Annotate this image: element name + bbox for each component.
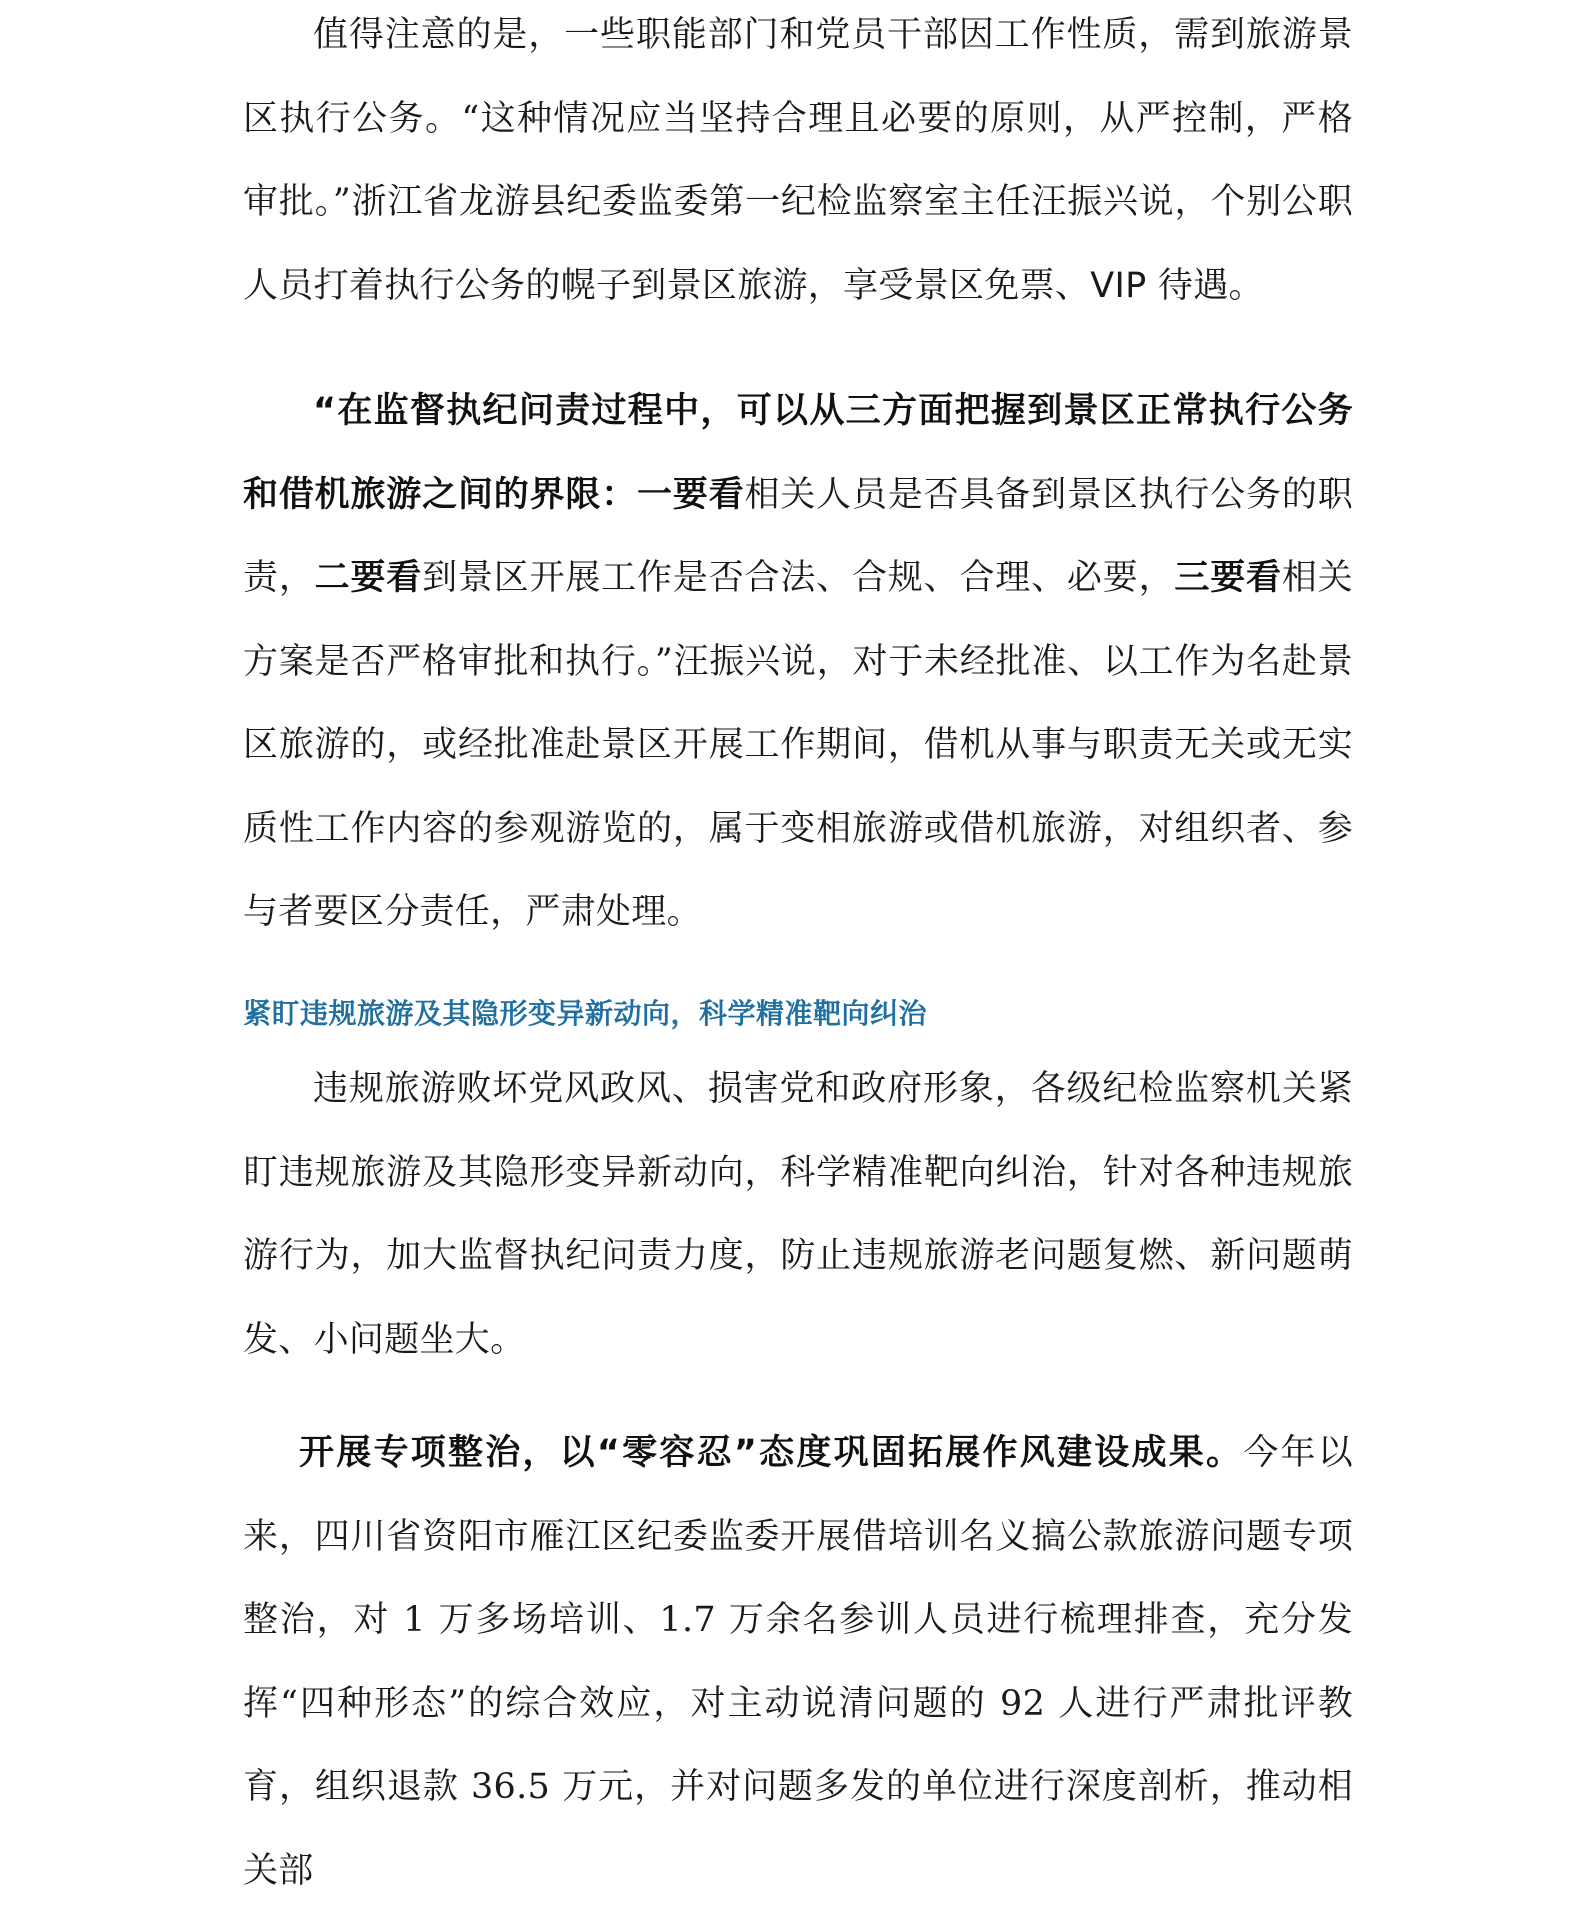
- paragraph-4-bold-lead: 开展专项整治，以“零容忍”态度巩固拓展作风建设成果。: [299, 1433, 1244, 1473]
- paragraph-2-segment-2: 到景区开展工作是否合法、合规、合理、必要，: [422, 558, 1175, 598]
- paragraph-3-text: 违规旅游败坏党风政风、损害党和政府形象，各级纪检监察机关紧盯违规旅游及其隐形变异新动向，科学精准靶向纠治，针对各种违规旅游行为，加大监督执纪问责力度，防止违规旅游老问题复燃、新问题萌发、小问题坐大。: [243, 1069, 1353, 1360]
- paragraph-2: [243, 370, 1353, 955]
- paragraph-2-bold-3: 三要看: [1174, 558, 1282, 598]
- paragraph-2-segment-3: 相关方案是否严格审批和执行。”汪振兴说，对于未经批准、以工作为名赴景区旅游的，或经批准赴景区开展工作期间，借机从事与职责无关或无实质性工作内容的参观游览的，属于变相旅游或借机旅游，对组织者、参与者要区分责任，严肃处理。: [243, 558, 1353, 932]
- paragraph-1-end: 待遇。: [1157, 265, 1264, 306]
- paragraph-1: [243, 0, 1353, 328]
- paragraph-4-text: 今年以来，四川省资阳市雁江区纪委监委开展借培训名义搞公款旅游问题专项整治，对 1 万多场培训、1.7 万余名参训人员进行梳理排查，充分发挥“四种形态”的综合效应，对主动说清问题的 92 人进行严肃批评教育，组织退款 36.5 万元，并对问题多发的单位进行深度剖析，推动相关部: [243, 1433, 1353, 1891]
- paragraph-2-bold-lead: “在监督执纪问责过程中，可以从三方面把握到景区正常执行公务和借机旅游之间的界限：一要看: [243, 391, 1353, 515]
- paragraph-4: [243, 1412, 1353, 1913]
- paragraph-1-text: 值得注意的是，一些职能部门和党员干部因工作性质，需到旅游景区执行公务。“这种情况应当坚持合理且必要的原则，从严控制，严格审批。”浙江省龙游县纪委监委第一纪检监察室主任汪振兴说，个别公职人员打着执行公务的幌子到景区旅游，享受景区免票、: [243, 15, 1353, 306]
- paragraph-3: [243, 1048, 1353, 1382]
- vip-text: VIP: [1090, 265, 1147, 306]
- section-heading: 紧盯违规旅游及其隐形变异新动向，科学精准靶向纠治: [243, 997, 928, 1030]
- paragraph-2-bold-2: 二要看: [314, 558, 423, 598]
- paragraph-2-segment-1: 相关人员是否具备到景区执行公务的职责，: [243, 474, 1353, 598]
